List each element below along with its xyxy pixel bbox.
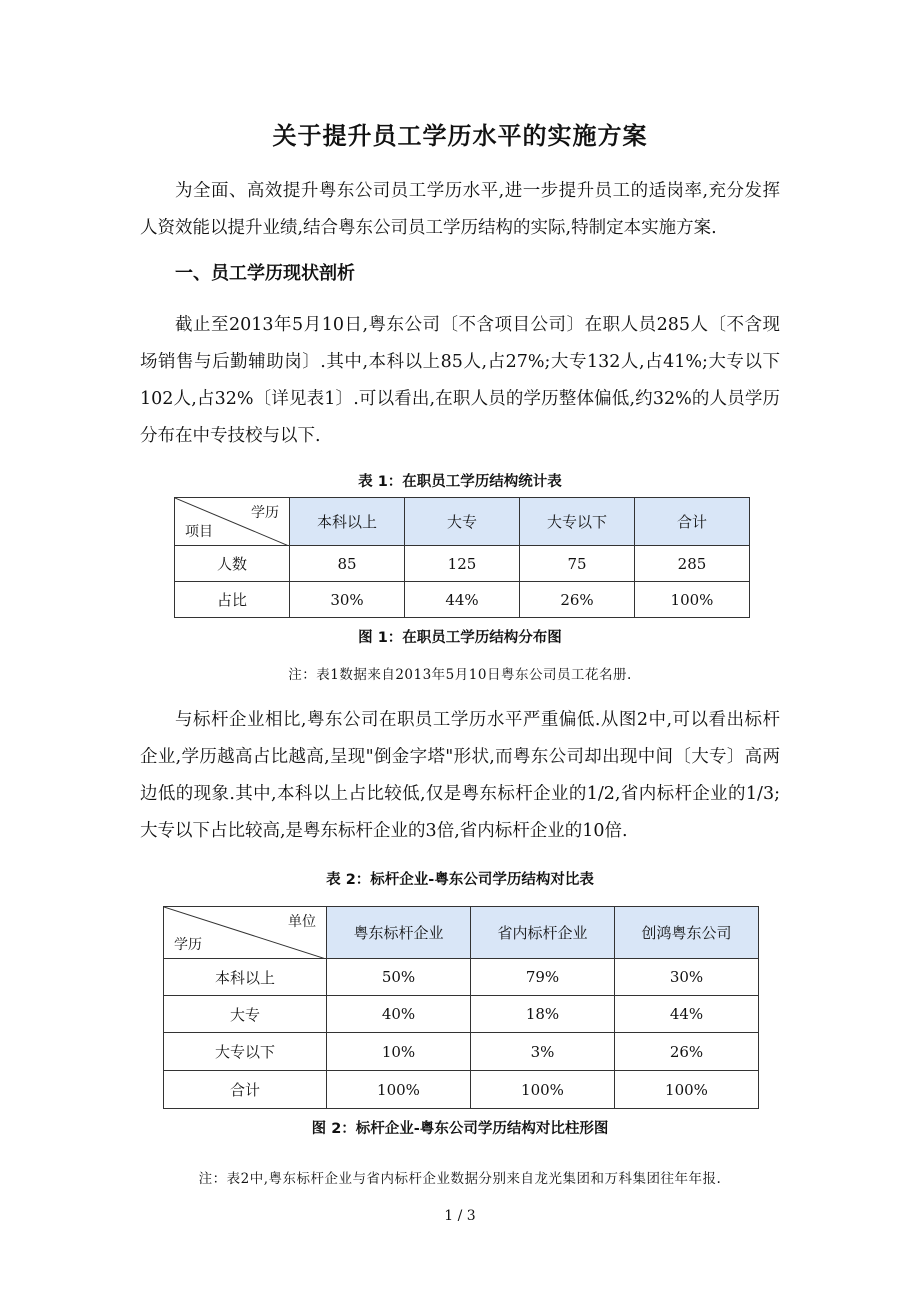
table2-cell: 30% <box>615 959 759 996</box>
table2-cell: 100% <box>615 1071 759 1109</box>
table1-header: 本科以上 <box>290 498 405 546</box>
table2-header: 粤东标杆企业 <box>327 907 471 959</box>
table2-cell: 10% <box>327 1033 471 1071</box>
note2: 注：表2中,粤东标杆企业与省内标杆企业数据分别来自龙光集团和万科集团往年年报. <box>198 1171 722 1187</box>
table2-cell: 100% <box>471 1071 615 1109</box>
table-row <box>164 959 759 996</box>
table1-cell: 100% <box>635 582 750 618</box>
table1-cell: 75 <box>520 546 635 582</box>
table2-cell: 50% <box>327 959 471 996</box>
table2-header: 创鸿粤东公司 <box>615 907 759 959</box>
table2-cell: 100% <box>327 1071 471 1109</box>
table1-header: 合计 <box>635 498 750 546</box>
table1-row-label: 人数 <box>175 546 290 582</box>
table-row <box>164 1071 759 1109</box>
table1-corner-top: 学历 <box>251 505 279 521</box>
note1: 注：表1数据来自2013年5月10日粤东公司员工花名册. <box>288 667 632 683</box>
table2-cell: 3% <box>471 1033 615 1071</box>
table-row <box>175 546 750 582</box>
table2-header: 省内标杆企业 <box>471 907 615 959</box>
table2-cell: 26% <box>615 1033 759 1071</box>
table1-caption: 表 1：在职员工学历结构统计表 <box>358 474 562 490</box>
table2-cell: 40% <box>327 996 471 1033</box>
table2-row-label: 大专以下 <box>164 1033 327 1071</box>
figure1-caption: 图 1：在职员工学历结构分布图 <box>358 630 562 646</box>
table1-cell: 44% <box>405 582 520 618</box>
table1-corner-cell <box>175 498 290 546</box>
table1-cell: 30% <box>290 582 405 618</box>
intro-paragraph: 为全面、高效提升粤东公司员工学历水平,进一步提升员工的适岗率,充分发挥人资效能以提升业绩,结合粤东公司员工学历结构的实际,特制定本实施方案. <box>140 181 780 238</box>
table-row <box>164 1033 759 1071</box>
table2-caption: 表 2：标杆企业-粤东公司学历结构对比表 <box>326 872 594 888</box>
table2-row-label: 合计 <box>164 1071 327 1109</box>
table1-cell: 26% <box>520 582 635 618</box>
table2-cell: 79% <box>471 959 615 996</box>
table1-cell: 285 <box>635 546 750 582</box>
table2-cell: 18% <box>471 996 615 1033</box>
page-number: 1 / 3 <box>444 1208 476 1224</box>
table2-corner-cell <box>164 907 327 959</box>
table1-cell: 125 <box>405 546 520 582</box>
table2-row-label: 大专 <box>164 996 327 1033</box>
table-row <box>175 582 750 618</box>
table-row <box>164 996 759 1033</box>
table1-header: 大专 <box>405 498 520 546</box>
comparison-paragraph: 与标杆企业相比,粤东公司在职员工学历水平严重偏低.从图2中,可以看出标杆企业,学历越高占比越高,呈现"倒金字塔"形状,而粤东公司却出现中间〔大专〕高两边低的现象.其中,本科以上占比较低,仅是粤东标杆企业的1/2,省内标杆企业的1/3;大专以下占比较高,是粤东标杆企业的3倍,省内标杆企业的10倍. <box>140 710 780 841</box>
table1-row-label: 占比 <box>175 582 290 618</box>
table1-corner-bottom: 项目 <box>185 524 213 540</box>
section-heading: 一、员工学历现状剖析 <box>175 263 355 284</box>
figure2-caption: 图 2：标杆企业-粤东公司学历结构对比柱形图 <box>311 1121 609 1137</box>
table1-cell: 85 <box>290 546 405 582</box>
table2-cell: 44% <box>615 996 759 1033</box>
table2-corner-bottom: 学历 <box>174 937 202 953</box>
table2-row-label: 本科以上 <box>164 959 327 996</box>
section1-paragraph: 截止至2013年5月10日,粤东公司〔不含项目公司〕在职人员285人〔不含现场销售与后勤辅助岗〕.其中,本科以上85人,占27%;大专132人,占41%;大专以下102人,占32%〔详见表1〕.可以看出,在职人员的学历整体偏低,约32%的人员学历分布在中专技校与以下. <box>140 315 780 446</box>
table1-header: 大专以下 <box>520 498 635 546</box>
table2-corner-top: 单位 <box>288 914 316 930</box>
table1 <box>174 497 750 618</box>
document-title: 关于提升员工学历水平的实施方案 <box>272 122 648 150</box>
table2 <box>163 906 759 1109</box>
